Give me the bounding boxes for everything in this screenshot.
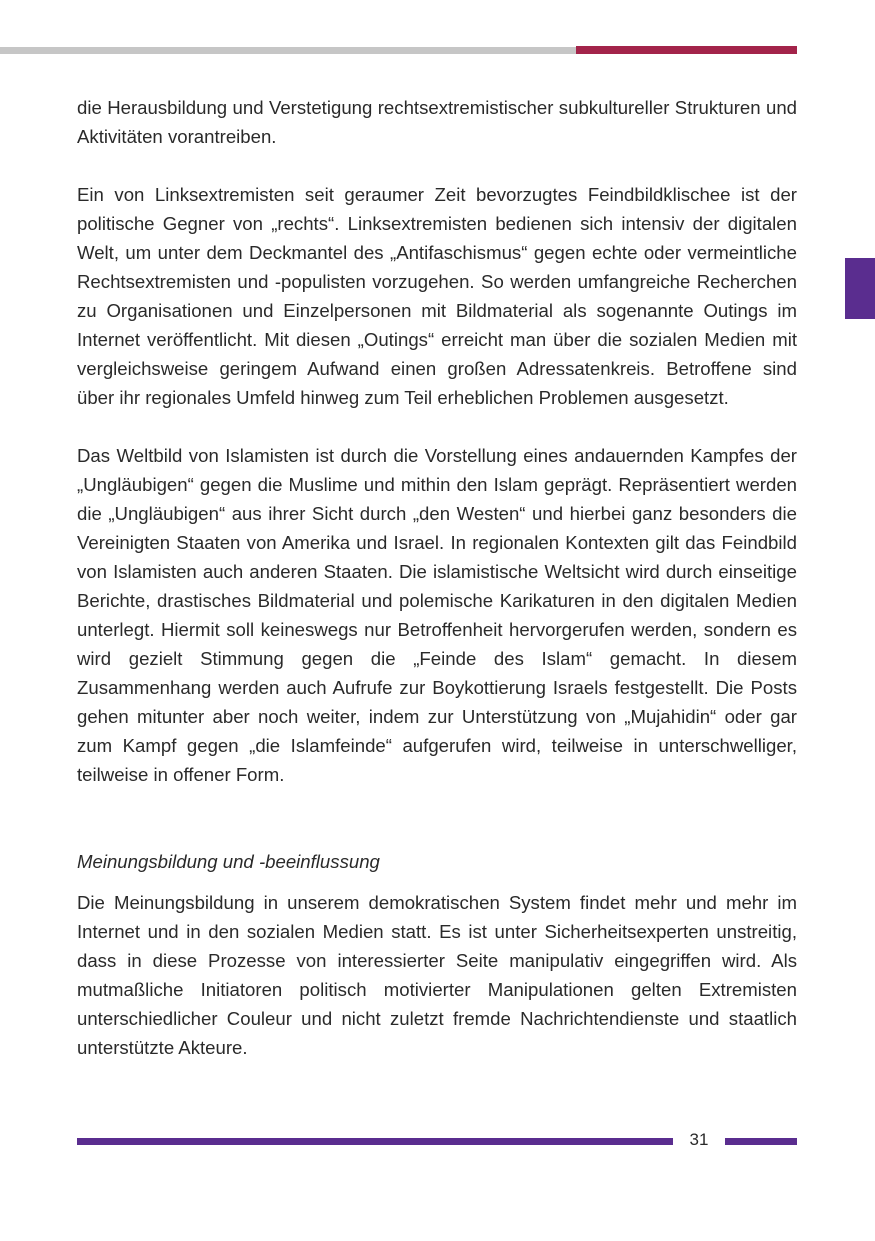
- body-paragraph: Ein von Linksextremisten seit geraumer Zeit bevorzugtes Feindbildklischee ist der politische Gegner von „rechts“. Linksextremisten bedienen sich intensiv der digitalen Welt, um unter dem Deckmantel des „Antifaschismus“ gegen echte oder vermeintliche Rechtsextremisten und -populisten vorzugehen. So werden umfangreiche Recherchen zu Organisationen und Einzelpersonen mit Bildmaterial als sogenannte Outings im Internet veröffentlicht. Mit diesen „Outings“ erreicht man über die sozialen Medien mit vergleichsweise geringem Aufwand einen großen Adressatenkreis. Betroffene sind über ihr regionales Umfeld hinweg zum Teil erheblichen Problemen ausgesetzt.: [77, 184, 797, 408]
- chapter-side-tab: [845, 258, 875, 319]
- heading-spacer: [77, 876, 797, 888]
- footer-rule-right: [725, 1138, 797, 1145]
- header-rule-accent: [576, 46, 797, 54]
- header-rule-gray: [0, 47, 576, 54]
- section-spacer: [77, 789, 797, 818]
- body-paragraph: die Herausbildung und Verstetigung rechtsextremistischer subkultureller Strukturen und Aktivitäten vorantreiben.: [77, 97, 797, 147]
- footer-rule-left: [77, 1138, 673, 1145]
- section-spacer: [77, 818, 797, 847]
- page-number: 31: [689, 1130, 709, 1149]
- section-paragraph: Die Meinungsbildung in unserem demokratischen System findet mehr und mehr im Internet und in den sozialen Medien statt. Es ist unter Sicherheitsexperten unstreitig, dass in diese Prozesse von interessierter Seite manipulativ eingegriffen wird. Als mutmaßliche Initiatoren politisch motivierter Manipulationen gelten Extremisten unterschiedlicher Couleur und nicht zuletzt fremde Nachrichtendienste und staatlich unterstützte Akteure.: [77, 892, 797, 1058]
- body-paragraph: Das Weltbild von Islamisten ist durch die Vorstellung eines andauernden Kampfes der „Ungläubigen“ gegen die Muslime und mithin den Islam geprägt. Repräsentiert werden die „Ungläubigen“ aus ihrer Sicht durch „den Westen“ und hierbei ganz besonders die Vereinigten Staaten von Amerika und Israel. In regionalen Kontexten gilt das Feindbild von Islamisten auch anderen Staaten. Die islamistische Weltsicht wird durch einseitige Berichte, drastisches Bildmaterial und polemische Karikaturen in den digitalen Medien unterlegt. Hiermit soll keineswegs nur Betroffenheit hervorgerufen werden, sondern es wird gezielt Stimmung gegen die „Feinde des Islam“ gemacht. In diesem Zusammenhang werden auch Aufrufe zur Boykottierung Israels festgestellt. Die Posts gehen mitunter aber noch weiter, indem zur Unterstützung von „Mujahidin“ oder gar zum Kampf gegen „die Islamfeinde“ aufgerufen wird, teilweise in unterschwelliger, teilweise in offener Form.: [77, 445, 797, 785]
- section-heading: Meinungsbildung und -beeinflussung: [77, 851, 380, 872]
- page-body: [77, 93, 797, 1062]
